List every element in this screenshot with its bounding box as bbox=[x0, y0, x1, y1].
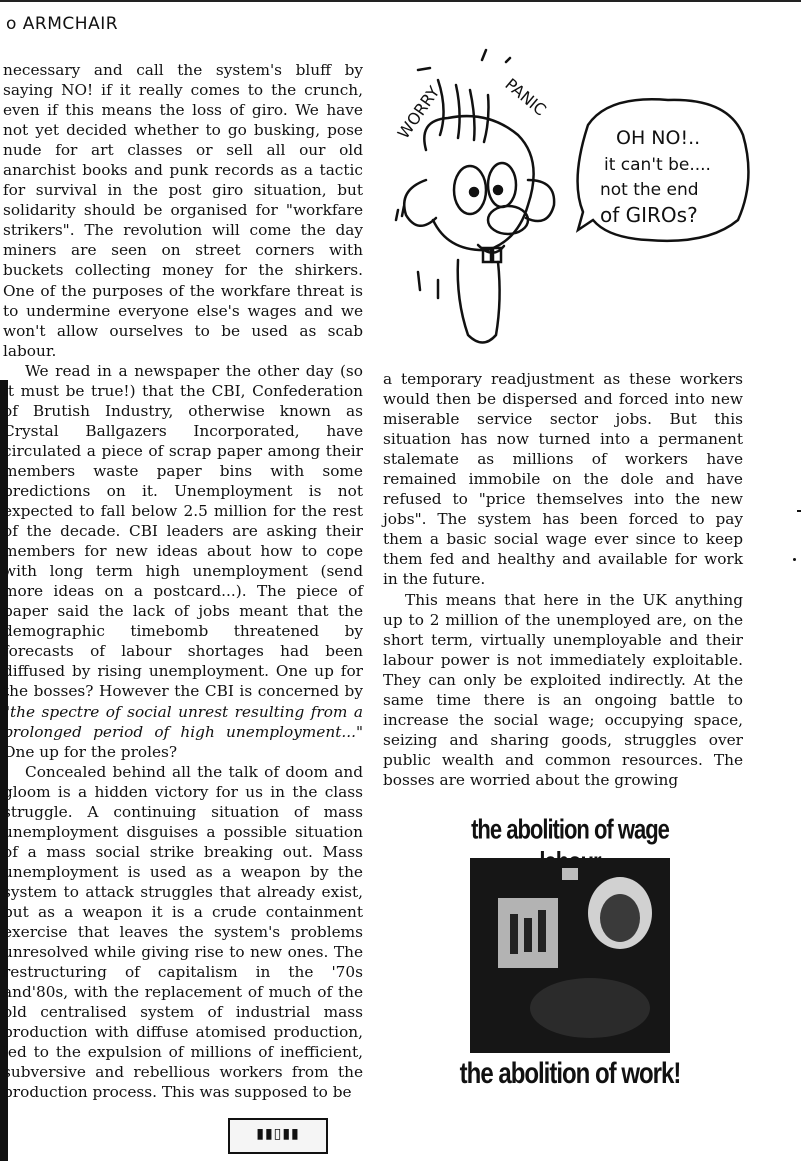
footer-logo bbox=[228, 1118, 328, 1154]
abolition-poster bbox=[440, 813, 700, 1100]
poster-bottom-caption: the abolition of work! bbox=[459, 1056, 681, 1091]
panic-cartoon bbox=[378, 40, 758, 360]
panic-label: PANIC bbox=[501, 74, 550, 120]
running-header: o ARMCHAIR bbox=[6, 14, 119, 34]
bubble-line-4: of GIROs? bbox=[600, 203, 698, 227]
bubble-line-1: OH NO!.. bbox=[616, 127, 701, 149]
poster-top-caption: the abolition of wage bbox=[471, 813, 669, 845]
logo-mark: ▮▮▯▮▮ bbox=[256, 1126, 300, 1142]
worry-label: WORRY bbox=[393, 82, 444, 143]
scan-dot bbox=[793, 558, 796, 561]
top-rule bbox=[0, 0, 801, 2]
paragraph: necessary and call the system's bluff by saying NO! if it really comes to the crunch, even if this means the loss of giro. We have not yet decided whether to go busking, pose nude for art classes or sell all our old anarchist books and punk records as a tactic for survival in the post giro situation, but solidarity should be organised for "workfare strikers". The revolution will come the day miners are seen on street corners with buckets collecting money for the shirkers. One of the purposes of the workfare threat is to undermine everyone else's wages and we won't allow ourselves to be used as scab labour. bbox=[3, 61, 363, 360]
bubble-line-3: not the end bbox=[600, 180, 699, 200]
right-column bbox=[383, 369, 743, 790]
crowd-photo-icon bbox=[470, 858, 670, 1053]
cbi-quote: "the spectre of social unrest resulting from a prolonged period of high unemployment..." bbox=[3, 702, 363, 741]
paragraph: Concealed behind all the talk of doom and gloom is a hidden victory for us in the class struggle. A continuing situation of mass unemployment disguises a possible situation of a mass social strike breaking out. Mass unemployment is used as a weapon by the system to attack struggles that already exist, but as a weapon it is a crude containment exercise that leaves the system's problems unresolved while giving rise to new ones. The restructuring of capitalism in the '70s and'80s, with the replacement of much of the old centralised system of industrial mass production with diffuse atomised production, led to the expulsion of millions of inefficient, subversive and rebellious workers from the production process. This was supposed to be bbox=[3, 762, 363, 1102]
paragraph: a temporary readjustment as these workers would then be dispersed and forced into new miserable service sector jobs. But this situation has now turned into a permanent stalemate as millions of workers have remained immobile on the dole and have refused to "price themselves into the new jobs". The system has been forced to pay them a basic social wage ever since to keep them fed and healthy and available for work in the future. bbox=[383, 370, 743, 589]
paragraph: This means that here in the UK anything up to 2 million of the unemployed are, on the short term, virtually unemployable and their labour power is not immediately exploitable. They can only be exploited indirectly. At the same time there is an ongoing battle to increase the social wage; occupying space, seizing and sharing goods, struggles over public wealth and common resources. The bosses are worried about the growing bbox=[383, 590, 743, 789]
left-column bbox=[3, 60, 363, 1102]
poster-photo bbox=[470, 858, 670, 1053]
bubble-line-2: it can't be.... bbox=[604, 155, 711, 175]
scan-mark bbox=[797, 510, 801, 512]
paragraph-cbi: We read in a newspaper the other day (so it must be true!) that the CBI, Confederation of Brutish Industry, otherwise known as Crystal Ballgazers Incorporated, have circulated a piece of scrap paper among their members waste paper bins with some predictions on it. Unemployment is not expected to fall below 2.5 million for the rest of the decade. CBI leaders are asking their members for new ideas about how to cope with long term high unemployment (send more ideas on a postcard...). The piece of paper said the lack of jobs meant that the demographic timebomb threatened by forecasts of labour shortages had been diffused by rising unemployment. One up for the bosses? However the CBI is concerned by "the spectre of social unrest resulting from a prolonged period of high unemployment..." One up for the proles? bbox=[3, 361, 363, 761]
